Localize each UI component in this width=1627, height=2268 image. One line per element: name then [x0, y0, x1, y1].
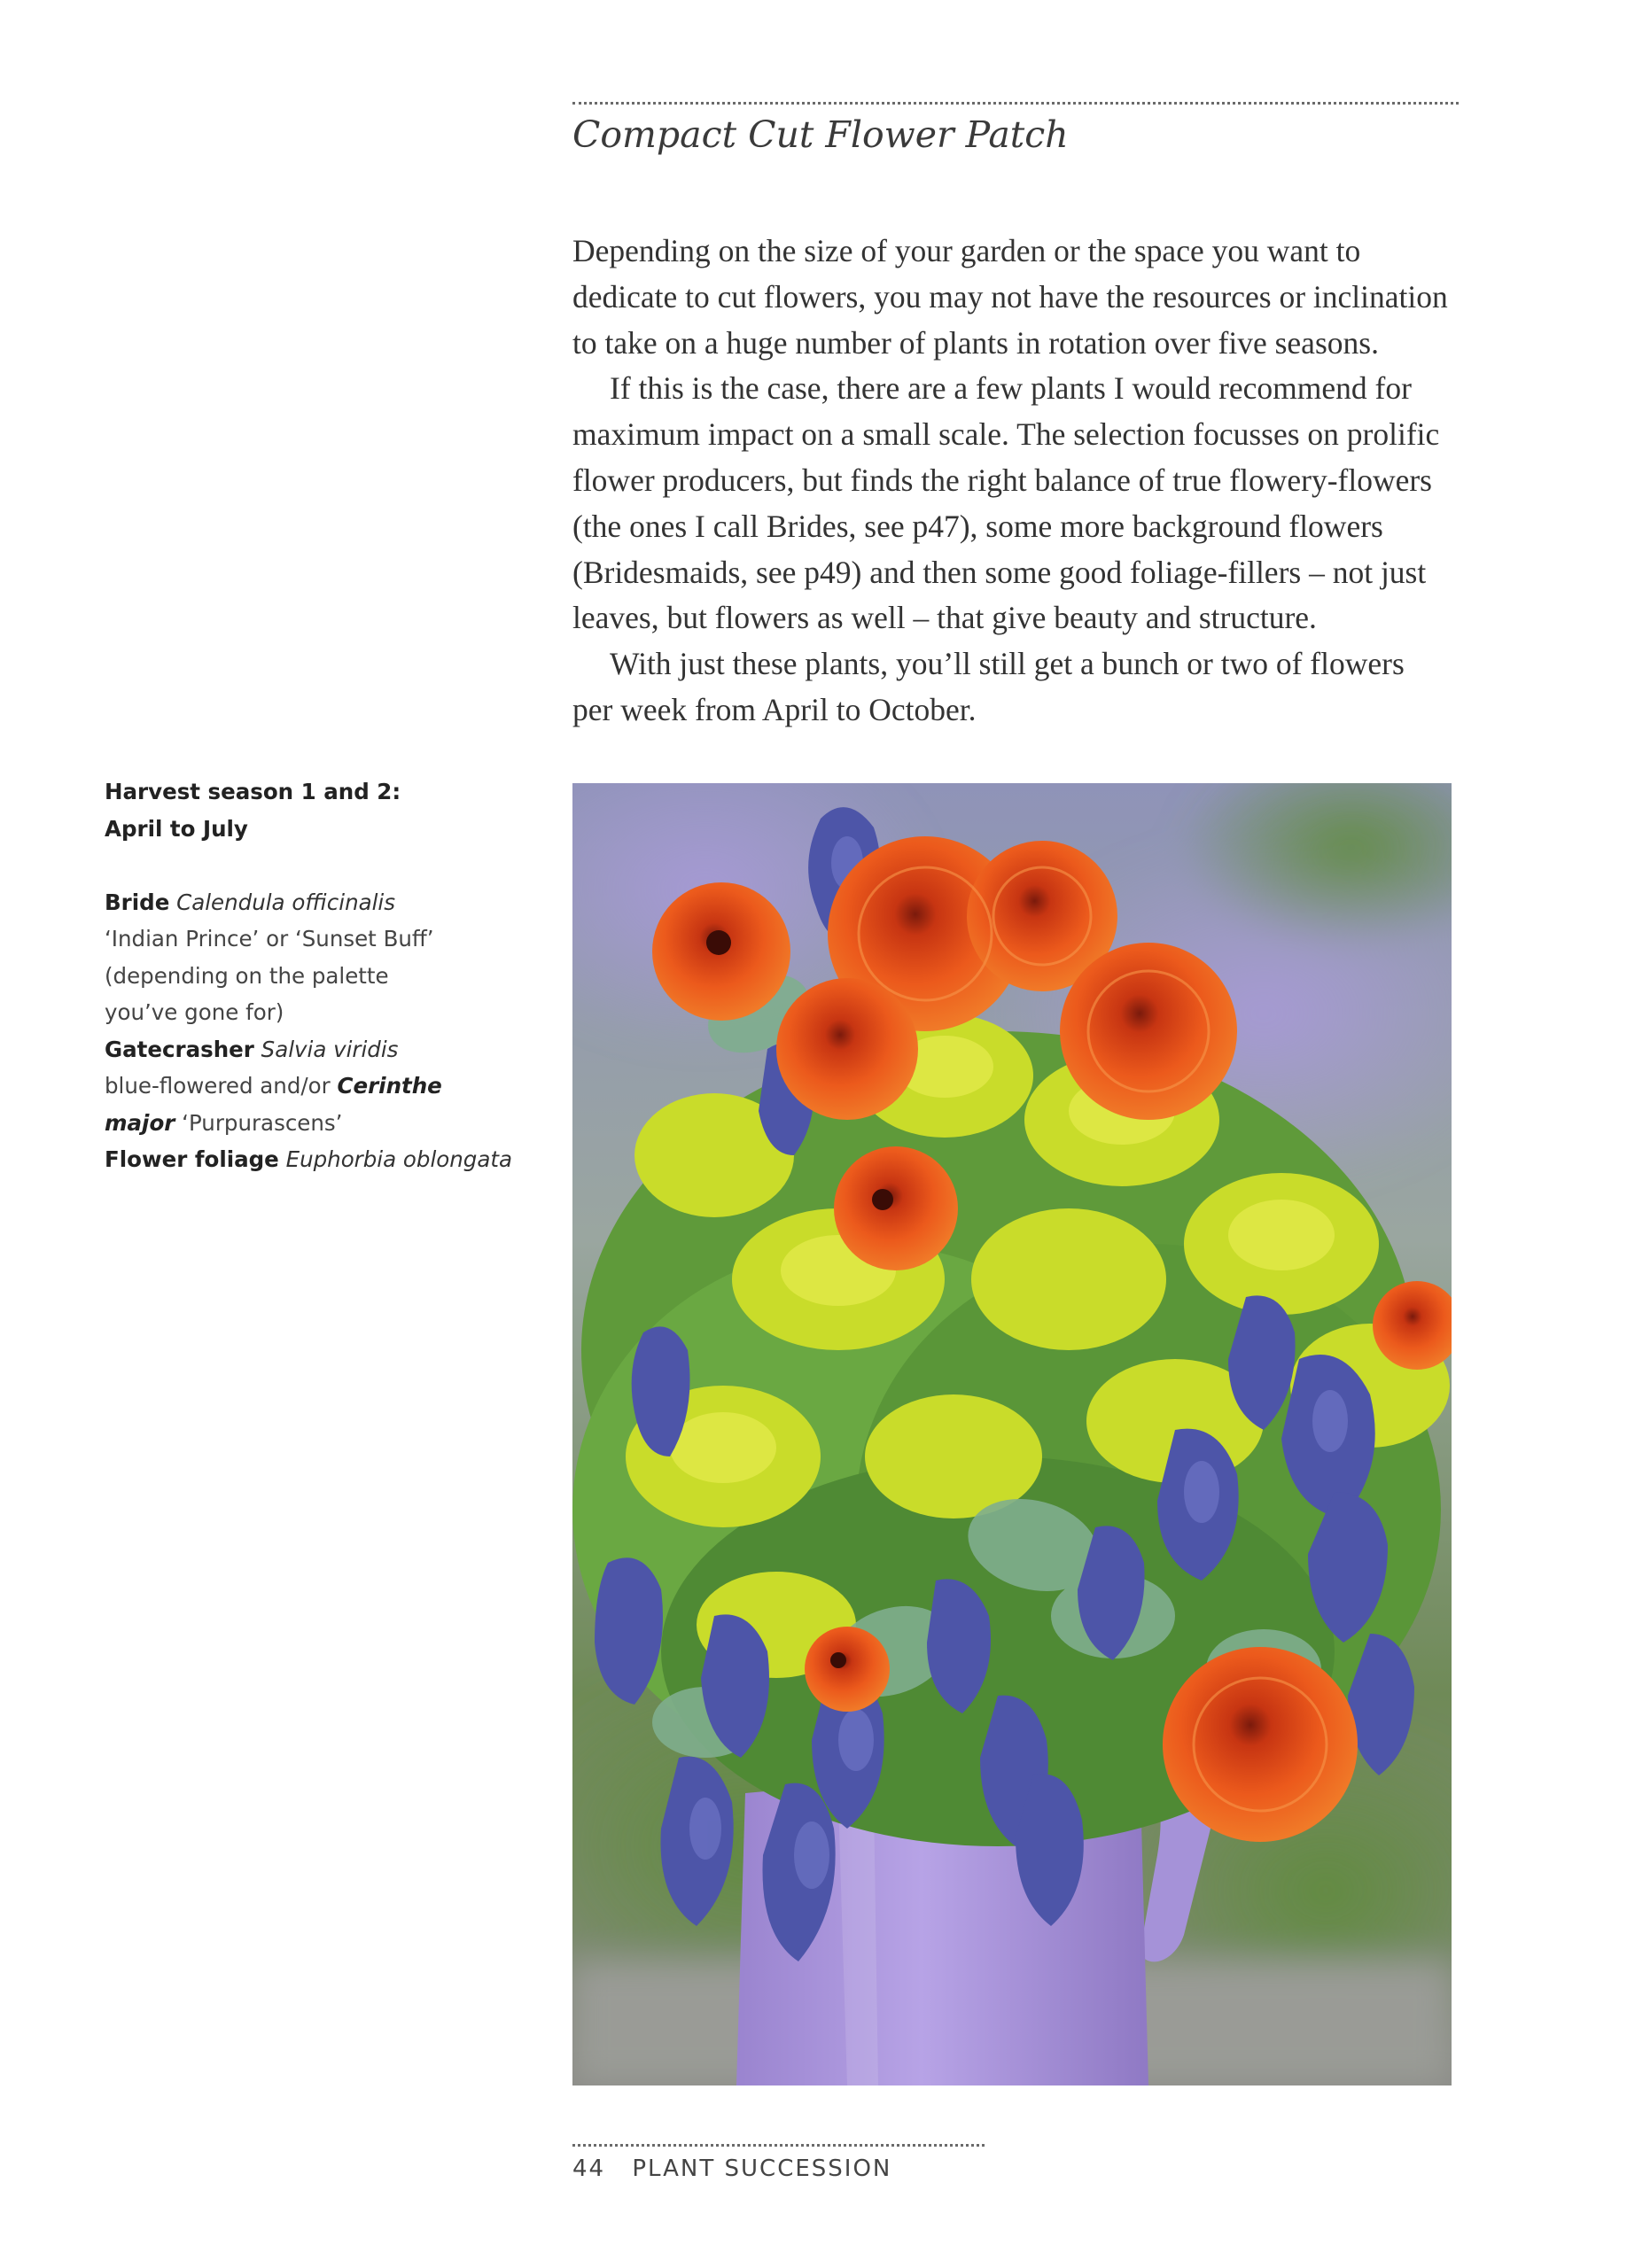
body-line: (Bridesmaids, see p49) and then some good foliage-fillers – not just — [572, 554, 1427, 590]
gatecrasher-label: Gatecrasher — [105, 1036, 254, 1062]
heading-rule — [572, 102, 1459, 105]
section-heading: Compact Cut Flower Patch — [572, 113, 1069, 156]
body-text — [572, 229, 1512, 734]
body-line: (the ones I call Brides, see p47), some more background flowers — [572, 508, 1383, 544]
foliage-name: Euphorbia oblongata — [285, 1146, 512, 1172]
gatecrasher-name-2: Cerinthe — [337, 1073, 442, 1099]
body-line: to take on a huge number of plants in rotation over five seasons. — [572, 324, 1379, 361]
bride-note: you’ve gone for) — [105, 999, 284, 1025]
bride-name: Calendula officinalis — [176, 889, 395, 915]
footer-rule — [572, 2144, 985, 2147]
gatecrasher-variety: ‘Purpurascens’ — [182, 1109, 343, 1136]
body-line: If this is the case, there are a few plants I would recommend for — [610, 370, 1412, 407]
body-line: dedicate to cut flowers, you may not have the resources or inclination — [572, 278, 1448, 315]
gatecrasher-name: Salvia viridis — [261, 1036, 399, 1062]
bride-note: (depending on the palette — [105, 962, 389, 989]
flower-photo — [572, 783, 1452, 2085]
foliage-label: Flower foliage — [105, 1146, 279, 1172]
section-name: PLANT SUCCESSION — [632, 2155, 892, 2182]
bride-label: Bride — [105, 889, 170, 915]
gatecrasher-name-2: major — [105, 1109, 175, 1136]
gatecrasher-text: blue-flowered and/or — [105, 1073, 331, 1099]
page-footer — [572, 2155, 891, 2182]
body-line: leaves, but flowers as well – that give beauty and structure. — [572, 600, 1317, 636]
body-line: Depending on the size of your garden or the space you want to — [572, 233, 1361, 268]
bride-varieties: ‘Indian Prince’ or ‘Sunset Buff’ — [105, 926, 434, 951]
harvest-sidebar — [105, 773, 530, 1178]
body-line: flower producers, but finds the right balance of true flowery-flowers — [572, 462, 1432, 498]
page-number: 44 — [572, 2155, 606, 2182]
body-line: maximum impact on a small scale. The selection focusses on prolific — [572, 416, 1440, 453]
sidebar-subtitle: April to July — [105, 815, 248, 842]
sidebar-title: Harvest season 1 and 2: — [105, 779, 401, 804]
flower-photo-illustration — [572, 783, 1452, 2085]
body-line: With just these plants, you’ll still get a bunch or two of flowers — [610, 646, 1405, 682]
body-line: per week from April to October. — [572, 691, 977, 727]
